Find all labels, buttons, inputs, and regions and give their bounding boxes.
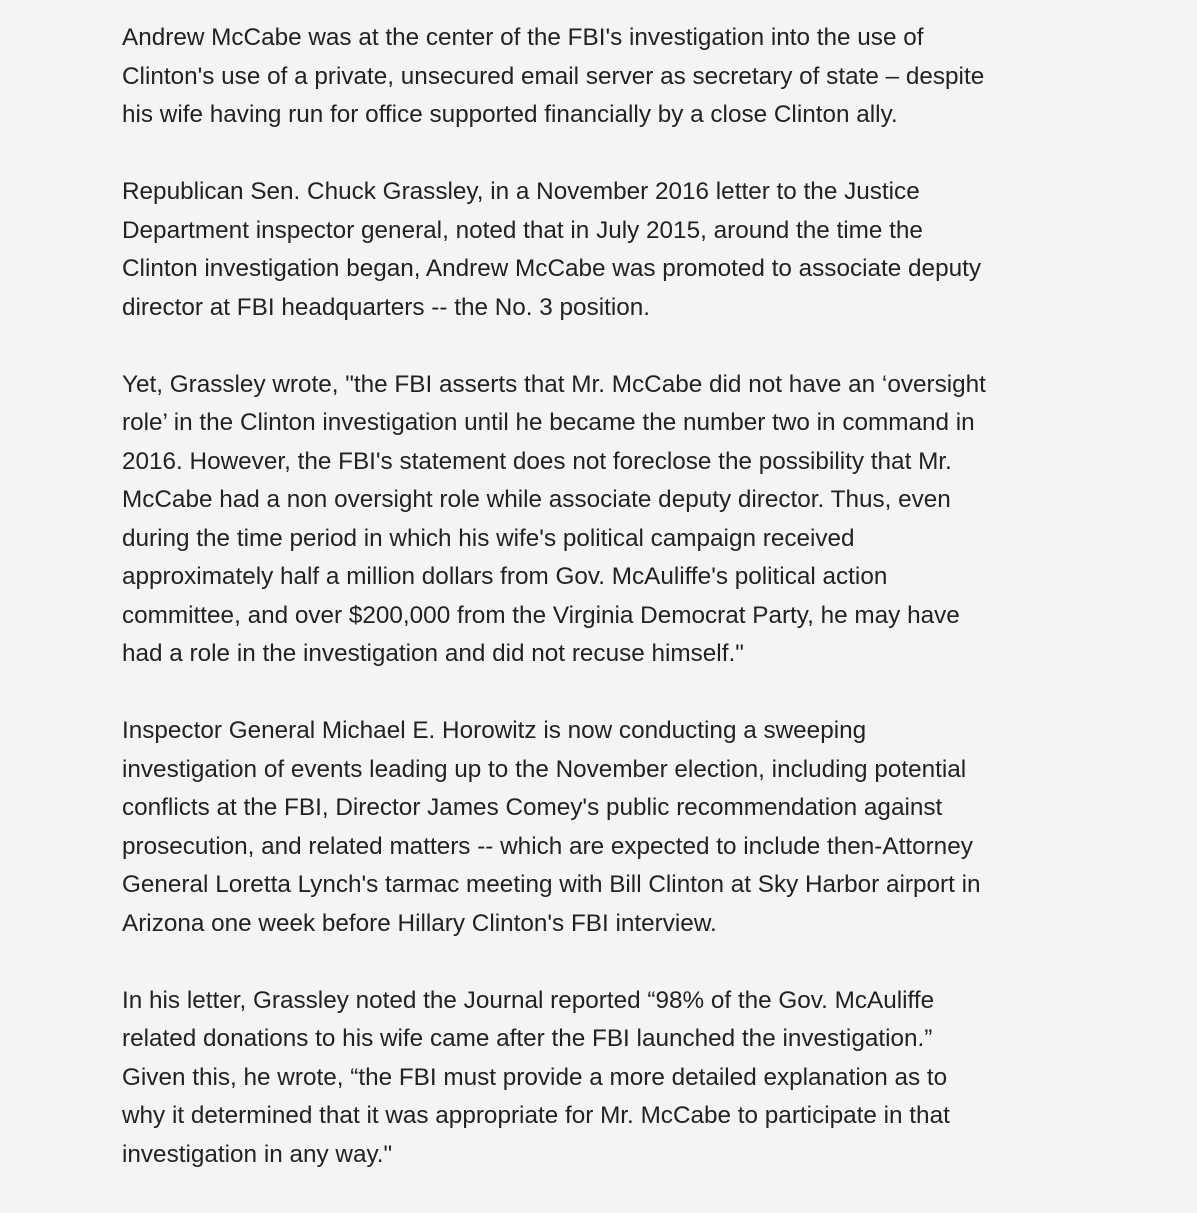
article-body	[122, 19, 1082, 1213]
paragraph-4: Inspector General Michael E. Horowitz is now conducting a sweeping investigation of events leading up to the November election, including potential conflicts at the FBI, Director James Comey's public recommendation against prosecution, and related matters -- which are expected to include then-Attorney General Loretta Lynch's tarmac meeting with Bill Clinton at Sky Harbor airport in Arizona one week before Hillary Clinton's FBI interview.	[122, 717, 981, 937]
paragraph-2: Republican Sen. Chuck Grassley, in a November 2016 letter to the Justice Department inspector general, noted that in July 2015, around the time the Clinton investigation began, Andrew McCabe was promoted to associate deputy director at FBI headquarters -- the No. 3 position.	[122, 178, 981, 321]
paragraph-5: In his letter, Grassley noted the Journal reported “98% of the Gov. McAuliffe related donations to his wife came after the FBI launched the investigation.” Given this, he wrote, “the FBI must provide a more detailed explanation as to why it determined that it was appropriate for Mr. McCabe to participate in that investigation in any way."	[122, 986, 950, 1168]
paragraph-3: Yet, Grassley wrote, "the FBI asserts that Mr. McCabe did not have an ‘oversight role’ in the Clinton investigation until he became the number two in command in 2016. However, the FBI's statement does not foreclose the possibility that Mr. McCabe had a non oversight role while associate deputy director. Thus, even during the time period in which his wife's political campaign received approximately half a million dollars from Gov. McAuliffe's political action committee, and over $200,000 from the Virginia Democrat Party, he may have had a role in the investigation and did not recuse himself."	[122, 370, 986, 667]
paragraph-1: Andrew McCabe was at the center of the FBI's investigation into the use of Clinton's use of a private, unsecured email server as secretary of state – despite his wife having run for office supported financially by a close Clinton ally.	[122, 24, 985, 128]
